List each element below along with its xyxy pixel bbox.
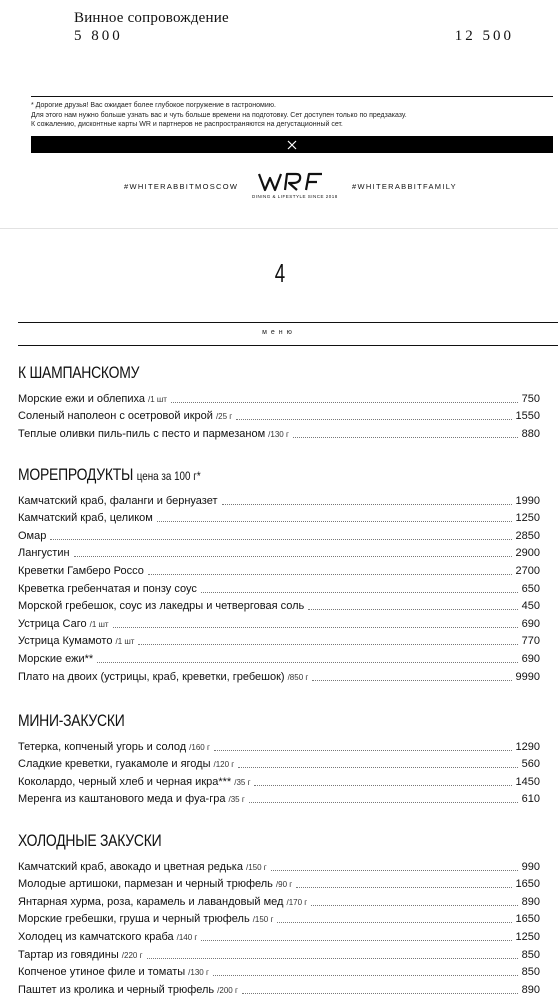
logo-tagline: DINING & LIFESTYLE SINCE 2018 (252, 194, 338, 199)
wine-price-left: 5 800 (74, 28, 123, 44)
menu-item-name: Креветка гребенчатая и понзу соус (18, 582, 197, 595)
menu-item-name: Сладкие креветки, гуакамоле и ягоды (18, 758, 211, 771)
dot-leader (97, 662, 517, 663)
menu-item-name: Паштет из кролика и черный трюфель (18, 983, 215, 996)
menu-item-weight: /25 г (215, 412, 233, 422)
dot-leader (74, 556, 512, 557)
menu-item-price: 690 (521, 617, 540, 630)
menu-item-name: Плато на двоих (устрицы, краб, креветки, гребешок) (18, 670, 285, 683)
menu-item (18, 909, 540, 927)
menu-item-name: Соленый наполеон с осетровой икрой (18, 410, 213, 423)
note-line: * Дорогие друзья! Вас ожидает более глубокое погружение в гастрономию. (31, 102, 276, 109)
menu-item-weight: /150 г (245, 862, 267, 872)
menu-item (18, 666, 540, 684)
menu-item-price: 2900 (515, 547, 540, 560)
menu-item (18, 596, 540, 614)
menu-divider-bottom (18, 345, 558, 346)
menu-item-name: Холодец из камчатского краба (18, 930, 174, 943)
menu-item (18, 789, 540, 807)
menu-item (18, 388, 540, 406)
wine-pairing-prices (74, 28, 514, 48)
dot-leader (312, 680, 511, 681)
menu-item (18, 891, 540, 909)
menu-item-name: Лангустин (18, 547, 70, 560)
menu-item-price: 1650 (515, 878, 540, 891)
menu-item-weight: /220 г (121, 950, 143, 960)
dot-leader (201, 592, 518, 593)
dot-leader (157, 521, 512, 522)
menu-item-name: Тетерка, копченый угорь и солод (18, 740, 187, 753)
section-title-text: К ШАМПАНСКОМУ (18, 363, 140, 382)
menu-item (18, 613, 540, 631)
menu-items (18, 856, 540, 997)
menu-item-weight: /130 г (268, 429, 289, 439)
dot-leader (222, 504, 512, 505)
note-line: Для этого нам нужно больше узнать вас и чуть больше времени на подготовку. Сет доступен только по предзаказу. (31, 111, 407, 119)
menu-item-price: 990 (521, 860, 540, 873)
menu-item (18, 631, 540, 649)
menu-items (18, 490, 540, 684)
menu-item-weight: /150 г (252, 915, 274, 925)
menu-item-weight: /1 шт (115, 637, 135, 647)
menu-item-weight: /90 г (275, 880, 293, 890)
section-champagne (18, 362, 540, 441)
dot-leader (238, 767, 517, 768)
menu-item (18, 771, 540, 789)
menu-item-price: 2700 (515, 564, 540, 577)
section-seafood (18, 464, 540, 684)
dot-leader (254, 785, 511, 786)
menu-item-weight: /200 г (217, 985, 238, 995)
close-icon (287, 140, 297, 150)
menu-item-name: Молодые артишоки, пармезан и черный трюфель (18, 878, 273, 891)
section-title (18, 830, 446, 852)
menu-item-weight: /1 шт (89, 619, 109, 629)
menu-item-price: 9990 (515, 670, 540, 683)
menu-item-name: Теплые оливки пиль-пиль с песто и пармезаном (18, 427, 266, 440)
menu-item-name: Коколардо, черный хлеб и черная икра*** (18, 775, 232, 788)
menu-item-name: Креветки Гамберо Россо (18, 564, 144, 577)
menu-item-price: 1550 (515, 410, 540, 423)
menu-item-price: 890 (521, 983, 540, 996)
menu-item-name: Камчатский краб, фаланги и бернуазет (18, 494, 218, 507)
menu-item-name: Устрица Кумамото (18, 635, 113, 648)
dot-leader (171, 402, 518, 403)
menu-item-price: 450 (521, 600, 540, 613)
section-title (18, 362, 446, 384)
dot-leader (242, 993, 518, 994)
menu-item-weight: /35 г (234, 777, 251, 787)
dot-leader (296, 887, 511, 888)
section-title (18, 464, 446, 486)
menu-item-name: Янтарная хурма, роза, карамель и лавандовый мед (18, 895, 284, 908)
menu-item (18, 856, 540, 874)
menu-item-price: 1450 (515, 775, 540, 788)
section-title (18, 710, 446, 732)
menu-item-price: 1250 (515, 930, 540, 943)
dot-leader (147, 958, 518, 959)
menu-item-weight: /120 г (213, 760, 235, 770)
menu-item-name: Омар (18, 529, 47, 542)
menu-item-price: 770 (521, 635, 540, 648)
section-title-text: МИНИ-ЗАКУСКИ (18, 711, 125, 730)
menu-item-name: Тартар из говядины (18, 948, 119, 961)
menu-item-weight: /160 г (189, 742, 210, 752)
menu-item-price: 890 (521, 895, 540, 908)
dot-leader (236, 419, 511, 420)
dot-leader (293, 437, 518, 438)
menu-item-price: 1250 (515, 512, 540, 525)
menu-item-price: 1650 (515, 913, 540, 926)
menu-item (18, 543, 540, 561)
dot-leader (113, 627, 518, 628)
menu-item-price: 560 (521, 758, 540, 771)
dot-leader (271, 870, 518, 871)
dot-leader (148, 574, 512, 575)
section-cold-starters (18, 830, 540, 997)
menu-item-name: Устрица Саго (18, 617, 87, 630)
menu-item (18, 490, 540, 508)
section-title-text: МОРЕПРОДУКТЫ (18, 465, 134, 484)
page-footer (0, 168, 558, 208)
note-line: К сожалению, дисконтные карты WR и партнеров не распространяются на дегустационный сет. (31, 121, 343, 128)
dot-leader (138, 644, 517, 645)
wine-pairing-block (74, 10, 514, 48)
menu-item-name: Морской гребешок, соус из лакедры и четверговая соль (18, 600, 305, 613)
menu-item-price: 850 (521, 948, 540, 961)
tasting-set-note (31, 101, 553, 130)
menu-item (18, 423, 540, 441)
menu-item-price: 610 (521, 793, 540, 806)
menu-item-weight: /170 г (286, 897, 308, 907)
menu-item-name: Копченое утиное филе и томаты (18, 966, 186, 979)
hashtag-left[interactable]: #WHITERABBITMOSCOW (124, 182, 239, 191)
menu-item-name: Морские ежи** (18, 652, 94, 665)
menu-item (18, 560, 540, 578)
menu-item-price: 690 (521, 652, 540, 665)
menu-items (18, 736, 540, 806)
menu-item (18, 979, 540, 997)
menu-item-name: Камчатский краб, целиком (18, 512, 153, 525)
section-title-text: ХОЛОДНЫЕ ЗАКУСКИ (18, 831, 162, 850)
menu-item-name: Меренга из каштанового меда и фуа-гра (18, 793, 226, 806)
menu-item-weight: /35 г (228, 795, 245, 805)
menu-item (18, 648, 540, 666)
dot-leader (308, 609, 517, 610)
menu-item-weight: /140 г (176, 932, 198, 942)
menu-item-weight: /130 г (188, 968, 209, 978)
menu-item (18, 508, 540, 526)
menu-item-name: Морские гребешки, груша и черный трюфель (18, 913, 250, 926)
dot-leader (249, 802, 518, 803)
menu-item (18, 962, 540, 980)
menu-item-price: 650 (521, 582, 540, 595)
dot-leader (201, 940, 511, 941)
menu-item-name: Камчатский краб, авокадо и цветная редька (18, 860, 243, 873)
menu-item (18, 736, 540, 754)
menu-item (18, 406, 540, 424)
wine-price-right: 12 500 (454, 28, 514, 44)
dot-leader (50, 539, 511, 540)
dot-leader (213, 975, 518, 976)
menu-item (18, 578, 540, 596)
note-divider (31, 96, 553, 97)
dot-leader (311, 905, 517, 906)
wine-pairing-title: Винное сопровождение (74, 10, 229, 26)
menu-item-price: 1990 (515, 494, 540, 507)
menu-item-price: 850 (521, 966, 540, 979)
menu-item (18, 926, 540, 944)
menu-item (18, 874, 540, 892)
menu-label: меню (262, 329, 296, 336)
wrf-logo (252, 171, 338, 199)
dot-leader (277, 922, 511, 923)
page-separator (0, 228, 558, 229)
menu-item (18, 525, 540, 543)
menu-item-name: Морские ежи и облепиха (18, 392, 145, 405)
close-button[interactable] (31, 136, 553, 153)
menu-item (18, 944, 540, 962)
menu-items (18, 388, 540, 441)
hashtag-right[interactable]: #WHITERABBITFAMILY (352, 182, 457, 191)
menu-item-weight: /1 шт (147, 394, 167, 404)
section-mini-snacks (18, 710, 540, 806)
menu-divider-top (18, 322, 558, 323)
menu-item-price: 880 (521, 427, 540, 440)
menu-item-price: 750 (521, 392, 540, 405)
menu-item-price: 2850 (515, 529, 540, 542)
dot-leader (214, 750, 512, 751)
menu-item-weight: /850 г (287, 672, 309, 682)
page-number: 4 (274, 258, 286, 288)
menu-item (18, 754, 540, 772)
section-subtitle: цена за 100 г* (136, 469, 201, 483)
menu-item-price: 1290 (515, 740, 540, 753)
wrf-logo-mark (256, 171, 328, 193)
